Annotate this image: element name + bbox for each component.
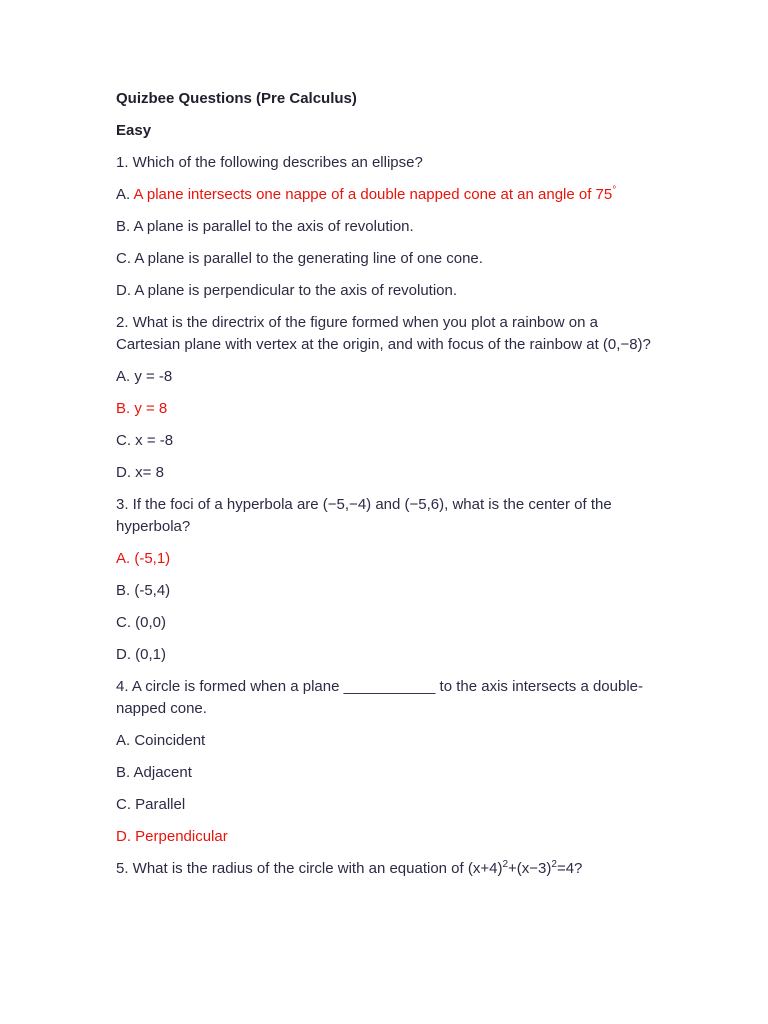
q1-option-b: B. A plane is parallel to the axis of revolution. [116,218,414,235]
q4-option-d-answer: D. Perpendicular [116,828,228,845]
q1-option-c: C. A plane is parallel to the generating line of one cone. [116,250,483,267]
q3-option-c: C. (0,0) [116,614,167,631]
question-1: 1. Which of the following describes an ellipse? [116,154,423,171]
q1-option-d: D. A plane is perpendicular to the axis of revolution. [116,282,458,299]
question-5-post: =4? [556,860,583,877]
q1-option-a-answer: A plane intersects one nappe of a double napped cone at an angle of 75 [133,186,613,203]
q1-option-a-degree: ° [612,185,617,196]
question-2 [116,312,656,356]
q2-option-b-answer: B. y = 8 [116,400,168,417]
q3-option-d: D. (0,1) [116,646,167,663]
question-5-pre: 5. What is the radius of the circle with an equation of (x+4) [116,860,503,877]
q2-option-d: D. x= 8 [116,464,164,481]
q4-option-c: C. Parallel [116,796,186,813]
q4-option-a: A. Coincident [116,732,206,749]
question-5-mid: +(x−3) [508,860,552,877]
document-page [116,88,656,890]
q1-option-a [116,184,656,206]
question-2-number: 2. [116,314,133,331]
q2-option-a: A. y = -8 [116,368,173,385]
q2-option-c: C. x = -8 [116,432,174,449]
q3-option-a-answer: A. (-5,1) [116,550,171,567]
q3-option-b: B. (-5,4) [116,582,171,599]
question-4: 4. A circle is formed when a plane ___________ to the axis intersects a double-napped cone. [116,678,643,717]
question-5-sup-2: 2 [551,859,557,870]
q1-option-a-prefix: A. [116,186,134,203]
question-5-sup-1: 2 [502,859,509,870]
document-title: Quizbee Questions (Pre Calculus) [116,90,357,107]
question-2-text: What is the directrix of the figure formed when you plot a rainbow on a Cartesian plane with vertex at the origin, and with focus of the rainbow at (0,−8)? [116,314,651,353]
question-5 [116,858,656,880]
question-3: 3. If the foci of a hyperbola are (−5,−4) and (−5,6), what is the center of the hyperbola? [116,496,612,535]
section-heading: Easy [116,122,152,139]
q4-option-b: B. Adjacent [116,764,192,781]
